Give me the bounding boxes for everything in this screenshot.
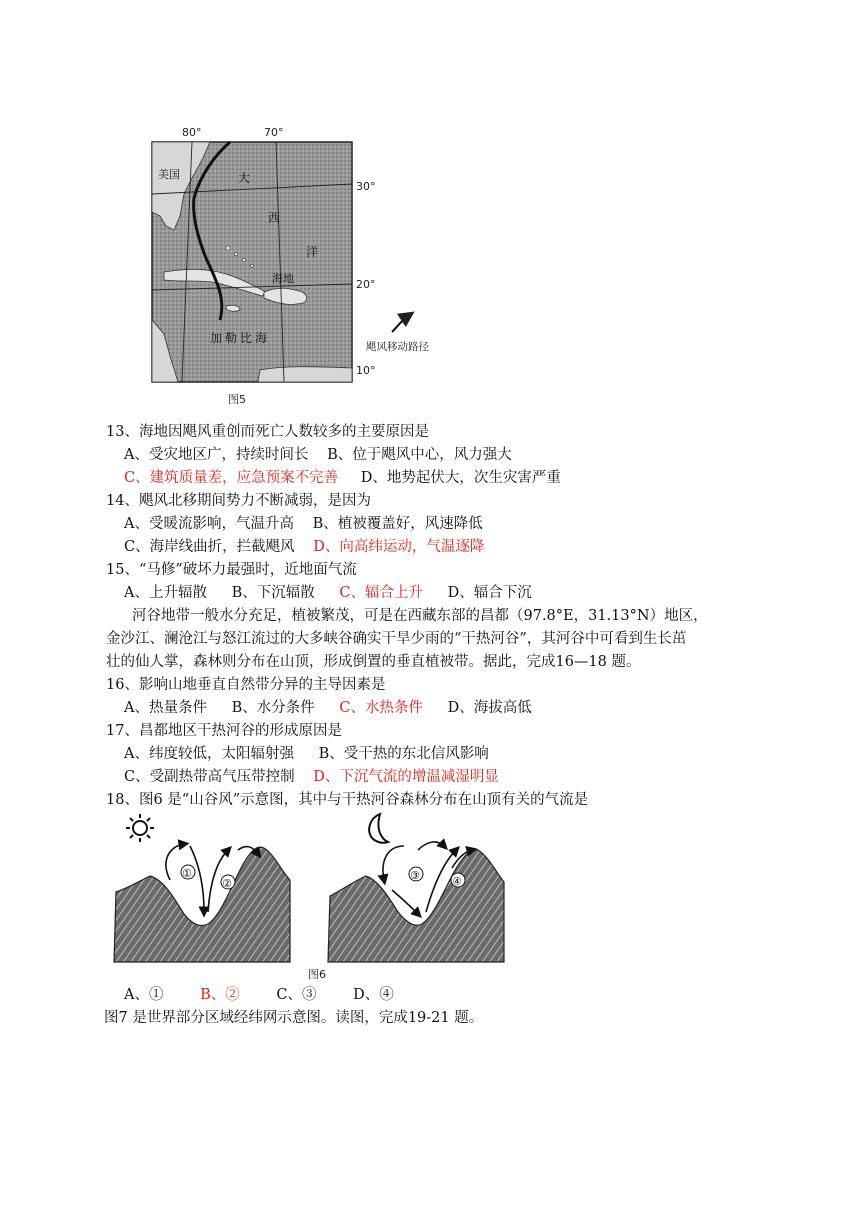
label-ocean-3: 洋 xyxy=(306,245,319,259)
lat-label-30: 30° xyxy=(356,180,376,193)
q14-stem: 14、飓风北移期间势力不断减弱，是因为 xyxy=(106,493,371,509)
q16-option-c[interactable]: C、水热条件 xyxy=(339,700,423,716)
passage-line-3: 壮的仙人掌，森林则分布在山顶，形成倒置的垂直植被带。据此，完成16—18 题。 xyxy=(106,654,641,670)
passage-line-1: 河谷地带一般水分充足，植被繁茂，可是在西藏东部的昌都（97.8°E，31.13°N）地区， xyxy=(132,608,708,624)
q16-stem: 16、影响山地垂直自然带分异的主导因素是 xyxy=(106,677,386,693)
figure-7-intro: 图7 是世界部分区域经纬网示意图。读图，完成19-21 题。 xyxy=(104,1010,484,1026)
q13-option-c[interactable]: C、建筑质量差，应急预案不完善 xyxy=(124,470,339,486)
q16-options-row xyxy=(124,698,532,718)
q14-option-a[interactable]: A、受暖流影响，气温升高 xyxy=(124,516,294,532)
q15-option-c[interactable]: C、辐合上升 xyxy=(339,585,423,601)
label-caribbean: 加勒比海 xyxy=(210,331,271,345)
label-airflow-2: ② xyxy=(222,877,232,890)
q13-options-row2 xyxy=(124,468,561,488)
q16-option-d[interactable]: D、海拔高低 xyxy=(447,700,532,716)
q13-options-row1 xyxy=(124,445,512,465)
q13-option-d[interactable]: D、地势起伏大，次生灾害严重 xyxy=(360,470,561,486)
legend-hurricane-path: 飓风移动路径 xyxy=(366,341,429,353)
label-airflow-1: ① xyxy=(182,867,192,880)
q13-stem: 13、海地因飓风重创而死亡人数较多的主要原因是 xyxy=(106,424,429,440)
q15-options-row xyxy=(124,583,532,603)
q16-option-a[interactable]: A、热量条件 xyxy=(124,700,207,716)
moon-icon xyxy=(369,814,388,843)
q14-option-c[interactable]: C、海岸线曲折，拦截飓风 xyxy=(124,539,295,555)
label-ocean-1: 大 xyxy=(238,171,251,185)
q13-option-b[interactable]: B、位于飓风中心，风力强大 xyxy=(327,447,512,463)
lon-label-70: 70° xyxy=(264,126,284,139)
q17-option-d[interactable]: D、下沉气流的增温减湿明显 xyxy=(313,769,499,785)
figure-5-caption: 图5 xyxy=(228,393,246,406)
q17-stem: 17、昌都地区干热河谷的形成原因是 xyxy=(106,723,342,739)
q13-option-a[interactable]: A、受灾地区广，持续时间长 xyxy=(124,447,309,463)
label-airflow-4: ④ xyxy=(452,875,462,888)
q17-option-a[interactable]: A、纬度较低，太阳辐射强 xyxy=(124,746,294,762)
q14-option-b[interactable]: B、植被覆盖好，风速降低 xyxy=(312,516,483,532)
q18-option-c[interactable]: C、③ xyxy=(276,987,317,1003)
q16-option-b[interactable]: B、水分条件 xyxy=(231,700,315,716)
q15-option-d[interactable]: D、辐合下沉 xyxy=(447,585,532,601)
label-airflow-3: ③ xyxy=(410,869,420,882)
q17-options-row1 xyxy=(124,744,489,764)
q17-option-b[interactable]: B、受干热的东北信风影响 xyxy=(318,746,489,762)
figure-6-caption: 图6 xyxy=(308,968,326,981)
passage-line-2: 金沙江、澜沧江与怒江流过的大多峡谷确实干旱少雨的“干热河谷”，其河谷中可看到生长茁 xyxy=(106,631,687,647)
q15-option-b[interactable]: B、下沉辐散 xyxy=(231,585,315,601)
figure-5-map xyxy=(140,120,460,410)
q17-option-c[interactable]: C、受副热带高气压带控制 xyxy=(124,769,295,785)
lat-label-20: 20° xyxy=(356,278,376,291)
q17-options-row2 xyxy=(124,767,499,787)
q18-option-a[interactable]: A、① xyxy=(124,987,164,1003)
q18-option-d[interactable]: D、④ xyxy=(353,987,394,1003)
sun-icon xyxy=(126,814,154,842)
q14-option-d[interactable]: D、向高纬运动，气温逐降 xyxy=(313,539,485,555)
q14-options-row1 xyxy=(124,514,483,534)
q14-options-row2 xyxy=(124,537,484,557)
lon-label-80: 80° xyxy=(182,126,202,139)
q18-options-row xyxy=(124,985,394,1005)
q15-stem: 15、“马修”破坏力最强时，近地面气流 xyxy=(106,562,357,578)
q18-option-b[interactable]: B、② xyxy=(200,987,240,1003)
lat-label-10: 10° xyxy=(356,364,376,377)
q18-stem: 18、图6 是“山谷风”示意图，其中与干热河谷森林分布在山顶有关的气流是 xyxy=(106,792,589,808)
label-ocean-2: 西 xyxy=(268,211,281,225)
q15-option-a[interactable]: A、上升辐散 xyxy=(124,585,207,601)
label-usa: 美国 xyxy=(158,168,180,181)
label-haiti: 海地 xyxy=(272,272,294,285)
figure-6-valley-wind xyxy=(112,810,552,982)
